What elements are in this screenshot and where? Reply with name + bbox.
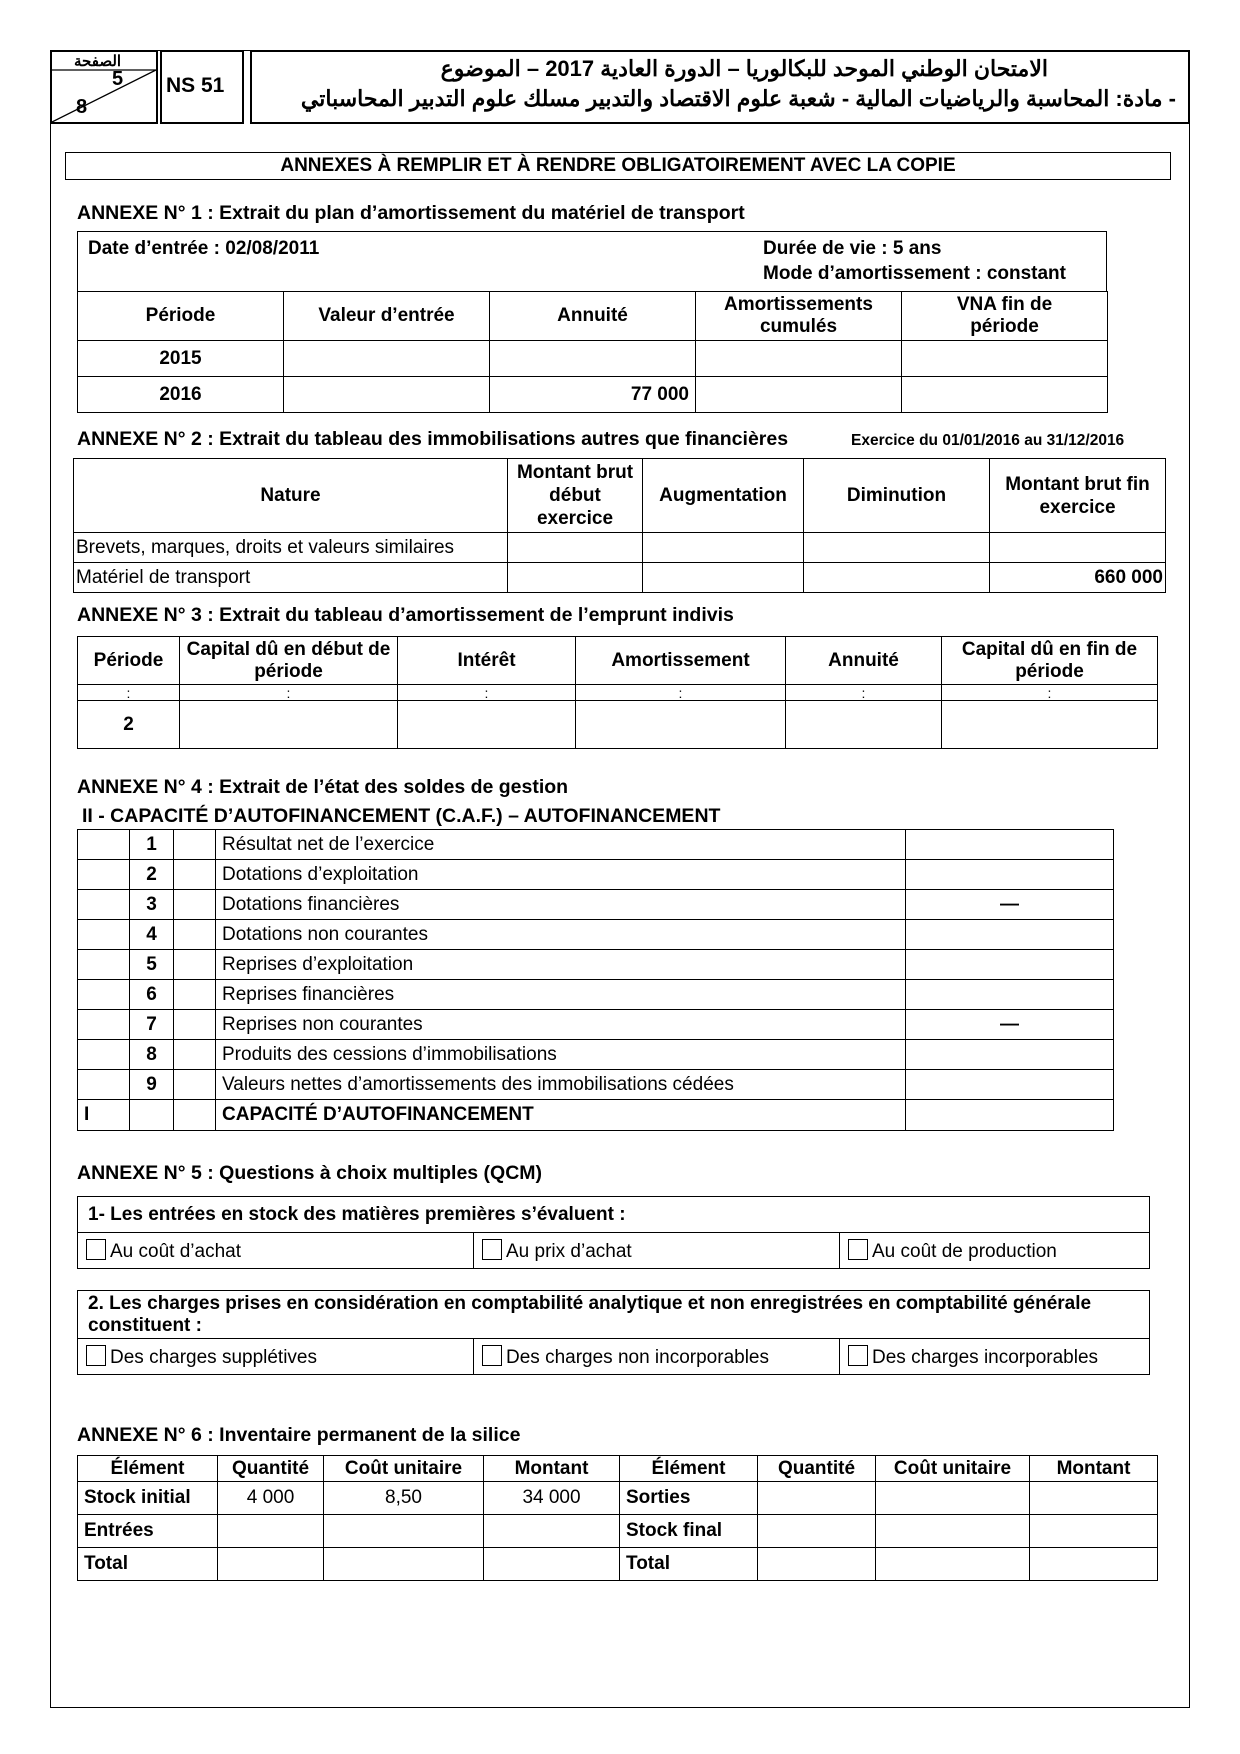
a3-cell (942, 701, 1158, 749)
a2-cell (643, 563, 804, 593)
annexe4-subtitle: II - CAPACITÉ D’AUTOFINANCEMENT (C.A.F.) – AUTOFINANCEMENT (82, 805, 721, 827)
a2-cell (990, 533, 1166, 563)
caf-row-label: Reprises d’exploitation (216, 950, 906, 980)
inventory-cell: Entrées (78, 1515, 218, 1548)
annexe2-title: ANNEXE N° 2 : Extrait du tableau des immobilisations autres que financières (77, 428, 789, 450)
checkbox[interactable] (482, 1239, 502, 1260)
a3-cell (398, 701, 576, 749)
qcm1-option-a[interactable] (78, 1233, 474, 1269)
annexe5-title: ANNEXE N° 5 : Questions à choix multiples (QCM) (77, 1162, 543, 1184)
table-row (78, 860, 1114, 890)
caf-cell (78, 950, 130, 980)
table-row (78, 341, 1108, 377)
a2-cell (508, 533, 643, 563)
caf-row-number: 1 (130, 830, 174, 860)
a6-header: Montant (1030, 1456, 1158, 1482)
option-label: Au prix d’achat (506, 1240, 632, 1262)
caf-row-label: Reprises non courantes (216, 1010, 906, 1040)
inventory-cell (876, 1515, 1030, 1548)
caf-row-label: Valeurs nettes d’amortissements des immobilisations cédées (216, 1070, 906, 1100)
a2-cell (804, 563, 990, 593)
a3-header-capital-debut: Capital dû en début de période (180, 637, 398, 685)
inventory-cell (1030, 1548, 1158, 1581)
checkbox[interactable] (848, 1239, 868, 1260)
table-row (78, 377, 1108, 413)
checkbox[interactable] (86, 1239, 106, 1260)
caf-row-number: 6 (130, 980, 174, 1010)
qcm1-option-c[interactable] (840, 1233, 1150, 1269)
annexe1-info (77, 231, 1107, 291)
inventory-cell: 34 000 (484, 1482, 620, 1515)
caf-row-number: 2 (130, 860, 174, 890)
inventory-cell (1030, 1515, 1158, 1548)
annexe6-table (77, 1455, 1158, 1581)
qcm2-table (77, 1290, 1150, 1375)
option-label: Des charges non incorporables (506, 1346, 769, 1368)
caf-row-number: 3 (130, 890, 174, 920)
table-row (78, 830, 1114, 860)
table-row (78, 1040, 1114, 1070)
inventory-cell (758, 1482, 876, 1515)
annexe1-title: ANNEXE N° 1 : Extrait du plan d’amortissement du matériel de transport (77, 202, 745, 224)
a1-header-valeur: Valeur d’entrée (284, 292, 490, 341)
qcm2-option-b[interactable] (474, 1339, 840, 1375)
a3-header-interet: Intérêt (398, 637, 576, 685)
table-row (78, 1548, 1158, 1581)
table-row (74, 563, 1166, 593)
inventory-cell (484, 1548, 620, 1581)
table-row (74, 533, 1166, 563)
a2-header-brut-debut: Montant brut début exercice (508, 459, 643, 533)
qcm1-question: 1- Les entrées en stock des matières premières s’évaluent : (78, 1197, 1150, 1233)
a6-header: Quantité (758, 1456, 876, 1482)
a1-cell: 77 000 (490, 377, 696, 413)
caf-cell (78, 1010, 130, 1040)
inventory-cell (218, 1548, 324, 1581)
table-row (78, 950, 1114, 980)
a1-cell (902, 341, 1108, 377)
qcm2-option-a[interactable] (78, 1339, 474, 1375)
qcm2-question: 2. Les charges prises en considération en comptabilité analytique et non enregistrées en comptabilité générale constituent : (78, 1291, 1150, 1339)
a3-cell (180, 701, 398, 749)
a1-header-annuite: Annuité (490, 292, 696, 341)
caf-cell (78, 920, 130, 950)
a1-cell (696, 377, 902, 413)
date-entree: Date d’entrée : 02/08/2011 (88, 238, 320, 259)
inventory-cell (324, 1515, 484, 1548)
a3-header-capital-fin: Capital dû en fin de période (942, 637, 1158, 685)
a3-dots: : (942, 685, 1158, 701)
caf-row-number: 8 (130, 1040, 174, 1070)
inventory-cell: Stock final (620, 1515, 758, 1548)
a3-dots: : (78, 685, 180, 701)
mode-amortissement: Mode d’amortissement : constant (763, 263, 1066, 284)
a3-header-periode: Période (78, 637, 180, 685)
inventory-cell (484, 1515, 620, 1548)
inventory-cell (876, 1482, 1030, 1515)
caf-row-number: 9 (130, 1070, 174, 1100)
caf-cell (174, 830, 216, 860)
inventory-cell: Total (78, 1548, 218, 1581)
inventory-cell (1030, 1482, 1158, 1515)
qcm2-option-c[interactable] (840, 1339, 1150, 1375)
qcm1-option-b[interactable] (474, 1233, 840, 1269)
caf-row-dash: — (906, 890, 1114, 920)
caf-total-label: CAPACITÉ D’AUTOFINANCEMENT (216, 1100, 906, 1131)
table-row (78, 1100, 1114, 1131)
inventory-cell (876, 1548, 1030, 1581)
caf-row-label: Produits des cessions d’immobilisations (216, 1040, 906, 1070)
caf-row-label: Résultat net de l’exercice (216, 830, 906, 860)
table-row (78, 980, 1114, 1010)
a3-cell (786, 701, 942, 749)
caf-cell (174, 890, 216, 920)
table-row (78, 890, 1114, 920)
exam-title-line2: - مادة: المحاسبة والرياضيات المالية - شعبة علوم الاقتصاد والتدبير مسلك علوم التدبير المحاسباتي (300, 86, 1176, 111)
a1-cell: 2016 (78, 377, 284, 413)
inventory-cell: 4 000 (218, 1482, 324, 1515)
caf-row-label: Dotations financières (216, 890, 906, 920)
a3-header-annuite: Annuité (786, 637, 942, 685)
caf-cell (130, 1100, 174, 1131)
table-row (78, 1010, 1114, 1040)
page-label: الصفحة (74, 53, 122, 70)
caf-cell (174, 1010, 216, 1040)
annexe4-table (77, 829, 1114, 1131)
table-row (78, 1482, 1158, 1515)
page-total: 8 (76, 96, 88, 118)
table-row (78, 701, 1158, 749)
caf-row-value (906, 1070, 1114, 1100)
caf-cell (174, 980, 216, 1010)
a1-cell (284, 377, 490, 413)
annexe4-title: ANNEXE N° 4 : Extrait de l’état des soldes de gestion (77, 776, 569, 798)
inventory-cell (758, 1548, 876, 1581)
a3-dots: : (786, 685, 942, 701)
caf-cell (174, 1070, 216, 1100)
a6-header: Coût unitaire (876, 1456, 1030, 1482)
caf-cell (78, 980, 130, 1010)
caf-total-roman: I (78, 1100, 130, 1131)
annexe1-table (77, 291, 1108, 413)
inventory-cell: Sorties (620, 1482, 758, 1515)
caf-row-value (906, 980, 1114, 1010)
a2-cell: Matériel de transport (74, 563, 508, 593)
a1-cell (284, 341, 490, 377)
a2-cell: Brevets, marques, droits et valeurs similaires (74, 533, 508, 563)
exam-title-line1: الامتحان الوطني الموحد للبكالوريا – الدورة العادية 2017 – الموضوع (440, 56, 1048, 81)
caf-row-value (906, 830, 1114, 860)
caf-cell (78, 830, 130, 860)
page-number-box (50, 50, 158, 124)
inventory-cell: Stock initial (78, 1482, 218, 1515)
inventory-cell (218, 1515, 324, 1548)
exam-code: NS 51 (166, 74, 225, 97)
caf-cell (78, 890, 130, 920)
a2-cell (643, 533, 804, 563)
qcm1-table (77, 1196, 1150, 1269)
a1-header-vna: VNA fin de période (902, 292, 1108, 341)
page-current: 5 (112, 68, 124, 90)
a6-header: Élément (78, 1456, 218, 1482)
a6-header: Coût unitaire (324, 1456, 484, 1482)
a1-cell (902, 377, 1108, 413)
caf-cell (78, 1040, 130, 1070)
caf-cell (174, 860, 216, 890)
caf-row-number: 5 (130, 950, 174, 980)
inventory-cell: Total (620, 1548, 758, 1581)
caf-row-value (906, 1040, 1114, 1070)
table-row (78, 920, 1114, 950)
option-label: Des charges incorporables (872, 1346, 1099, 1368)
a3-dots: : (576, 685, 786, 701)
a1-cell (696, 341, 902, 377)
annexe2-table (73, 458, 1166, 593)
checkbox[interactable] (86, 1345, 106, 1366)
caf-row-number: 4 (130, 920, 174, 950)
a2-header-brut-fin: Montant brut fin exercice (990, 459, 1166, 533)
inventory-cell (324, 1548, 484, 1581)
caf-total-value (906, 1100, 1114, 1131)
checkbox[interactable] (482, 1345, 502, 1366)
option-label: Au coût de production (872, 1240, 1057, 1262)
a1-cell: 2015 (78, 341, 284, 377)
caf-cell (174, 920, 216, 950)
a6-header: Élément (620, 1456, 758, 1482)
a2-cell (508, 563, 643, 593)
annexe2-exercice: Exercice du 01/01/2016 au 31/12/2016 (851, 432, 1125, 449)
annexe3-table (77, 636, 1158, 749)
a3-cell (576, 701, 786, 749)
a2-header-diminution: Diminution (804, 459, 990, 533)
caf-row-value (906, 920, 1114, 950)
a3-dots: : (398, 685, 576, 701)
caf-row-label: Reprises financières (216, 980, 906, 1010)
caf-row-label: Dotations d’exploitation (216, 860, 906, 890)
a6-header: Montant (484, 1456, 620, 1482)
a2-header-nature: Nature (74, 459, 508, 533)
code-box (160, 50, 244, 124)
a3-cell: 2 (78, 701, 180, 749)
a3-header-amortissement: Amortissement (576, 637, 786, 685)
caf-cell (78, 1070, 130, 1100)
caf-row-label: Dotations non courantes (216, 920, 906, 950)
caf-row-value (906, 860, 1114, 890)
table-row (78, 1515, 1158, 1548)
table-row (78, 1070, 1114, 1100)
inventory-cell (758, 1515, 876, 1548)
duree-vie: Durée de vie : 5 ans (763, 238, 942, 259)
caf-row-number: 7 (130, 1010, 174, 1040)
table-row (78, 685, 1158, 701)
a1-cell (490, 341, 696, 377)
option-label: Au coût d’achat (110, 1240, 241, 1262)
caf-row-value (906, 950, 1114, 980)
exam-title-box (250, 50, 1190, 124)
annexe3-title: ANNEXE N° 3 : Extrait du tableau d’amortissement de l’emprunt indivis (77, 604, 734, 626)
a1-header-periode: Période (78, 292, 284, 341)
option-label: Des charges supplétives (110, 1346, 317, 1368)
a2-cell (804, 533, 990, 563)
a1-header-amort: Amortissements cumulés (696, 292, 902, 341)
caf-cell (78, 860, 130, 890)
caf-cell (174, 1100, 216, 1131)
caf-cell (174, 1040, 216, 1070)
inventory-cell: 8,50 (324, 1482, 484, 1515)
annexe6-title: ANNEXE N° 6 : Inventaire permanent de la silice (77, 1424, 521, 1446)
a3-dots: : (180, 685, 398, 701)
checkbox[interactable] (848, 1345, 868, 1366)
main-title: ANNEXES À REMPLIR ET À RENDRE OBLIGATOIREMENT AVEC LA COPIE (65, 152, 1171, 180)
a2-cell: 660 000 (990, 563, 1166, 593)
a2-header-augmentation: Augmentation (643, 459, 804, 533)
caf-cell (174, 950, 216, 980)
caf-row-dash: — (906, 1010, 1114, 1040)
a6-header: Quantité (218, 1456, 324, 1482)
